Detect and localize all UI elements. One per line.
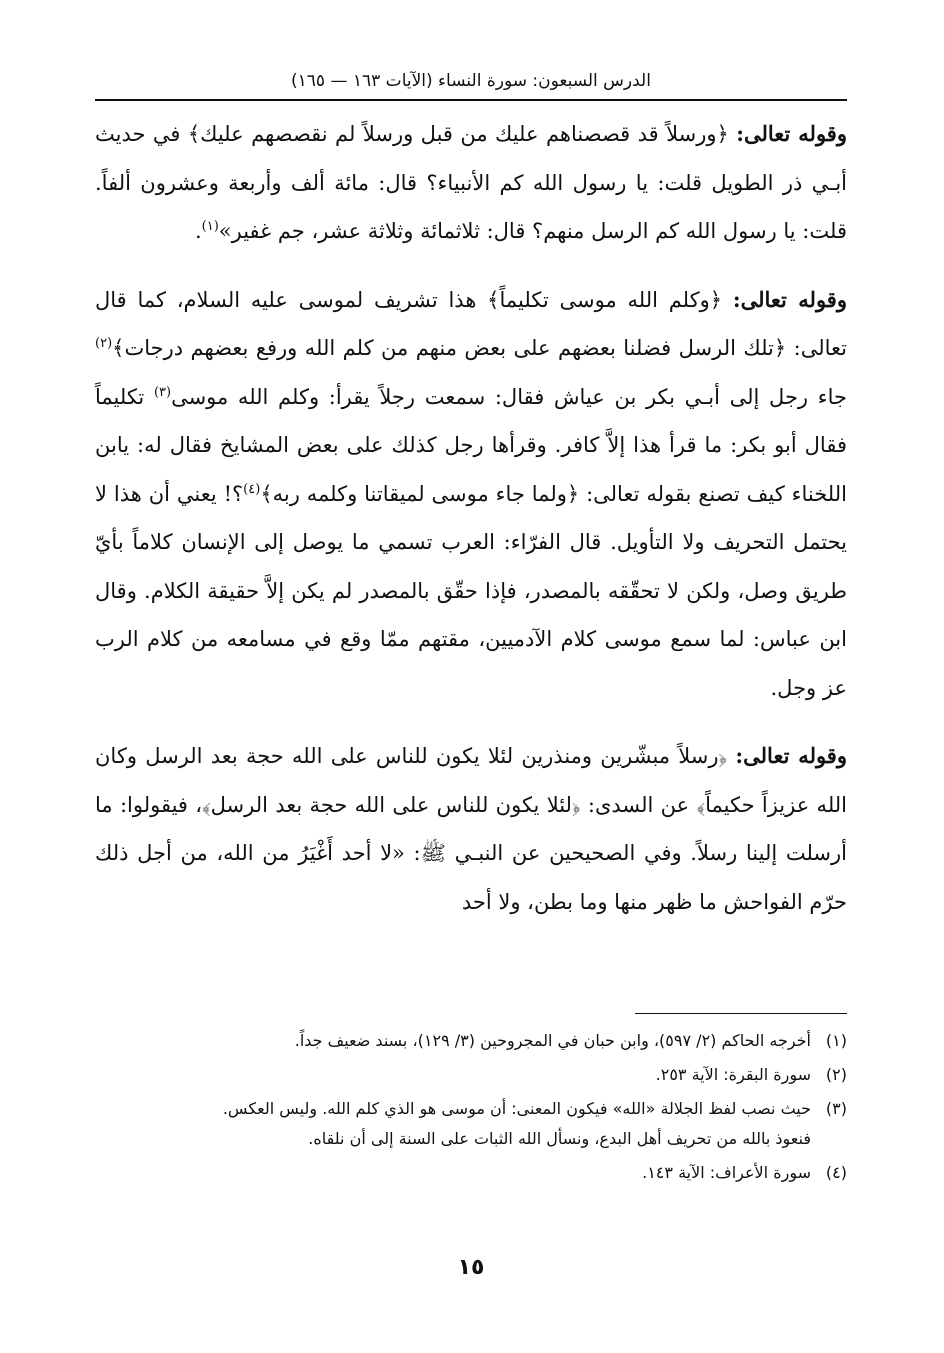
paragraph-text: ؟! يعني أن هذا لا يحتمل التحريف ولا التأويل. قال الفرّاء: العرب تسمي ما يوصل إلى الإنسان كلاماً بأيّ طريق وصل، ولكن لا تحقّقه بالمصدر، فإذا حقّق بالمصدر لم يكن إلاَّ حقيقة الكلام. وقال ابن عباس: لما سمع موسى كلام الآدميين، مقتهم ممّا وقع في مسامعه من كلام الرب عز وجل. bbox=[95, 481, 847, 700]
body-text bbox=[95, 110, 847, 946]
footnote-continuation: فنعوذ بالله من تحريف أهل البدع، ونسأل الله الثبات على السنة إلى أن نلقاه. bbox=[308, 1129, 811, 1148]
paragraph-text: . bbox=[194, 219, 202, 243]
paragraph-text: ﴿ورسلاً قد قصصناهم عليك من قبل ورسلاً لم نقصصهم عليك﴾ في حديث أبـي ذر الطويل قلت: يا رسول الله كم الأنبياء؟ قال: مائة ألف وأربعة وعشرون ألفاً. قلت: يا رسول الله كم الرسل منهم؟ قال: ثلاثمائة وثلاثة عشر، جم غفير» bbox=[95, 122, 847, 243]
footnote-text: سورة الأعراف: الآية ١٤٣. bbox=[642, 1163, 811, 1182]
paragraph-lead: وقوله تعالى: bbox=[736, 121, 847, 146]
footnote-ref[interactable]: (٢) bbox=[95, 336, 113, 351]
footnote-ref[interactable]: (٣) bbox=[153, 384, 172, 400]
paragraph-text: ﴿وكلم الله موسى تكليماً﴾ هذا تشريف لموسى عليه السلام، كما قال تعالى: ﴿تلك الرسل فضلنا بعضهم على بعض منهم من كلم الله ورفع بعضهم درجات﴾ bbox=[95, 287, 847, 360]
footnote-number: (٣) bbox=[825, 1099, 847, 1118]
paragraph-1 bbox=[95, 110, 847, 256]
footnote-number: (٤) bbox=[825, 1163, 847, 1182]
footnote-4 bbox=[95, 1158, 847, 1188]
footnote-rule bbox=[635, 1013, 847, 1014]
book-page bbox=[95, 0, 847, 1353]
paragraph-text: تكليماً فقال أبو بكر: ما قرأ هذا إلاَّ كافر. وقرأها رجل كذلك على بعض المشايخ فقال له: يابن اللخناء كيف تصنع بقوله تعالى: ﴿ولما جاء موسى لميقاتنا وكلمه ربه﴾ bbox=[95, 384, 847, 506]
footnote-ref[interactable]: (٤) bbox=[243, 481, 261, 497]
footnote-text: حيث نصب لفظ الجلالة «الله» فيكون المعنى: أن موسى هو الذي كلم الله. وليس العكس. bbox=[222, 1099, 811, 1118]
footnote-2 bbox=[95, 1060, 847, 1090]
paragraph-3 bbox=[95, 732, 847, 926]
paragraph-lead: وقوله تعالى: bbox=[735, 743, 847, 768]
footnote-1 bbox=[95, 1026, 847, 1056]
footnotes bbox=[95, 1026, 847, 1192]
page-number: ١٥ bbox=[457, 1255, 485, 1280]
paragraph-text: جاء رجل إلى أبـي بكر بن عياش فقال: سمعت رجلاً يقرأ: وكلم الله موسى bbox=[171, 384, 847, 409]
paragraph-text: ﴿رسلاً مبشّرين ومنذرين لئلا يكون للناس على الله حجة بعد الرسل وكان الله عزيزاً حكيماً﴾ عن السدى: ﴿لئلا يكون للناس على الله حجة بعد الرسل﴾، فيقولوا: ما أرسلت إلينا رسلاً. وفي الصحيحين عن النبـي ﷺ: «لا أحد أَغْيَرُ من الله، من أجل ذلك حرّم الفواحش ما ظهر منها وما بطن، ولا أحد bbox=[95, 744, 847, 914]
footnote-text: أخرجه الحاكم (٢/ ٥٩٧)، وابن حبان في المجروحين (٣/ ١٢٩)، بسند ضعيف جداً. bbox=[294, 1031, 811, 1050]
footnote-ref[interactable]: (١) bbox=[201, 219, 219, 234]
paragraph-2 bbox=[95, 276, 847, 713]
footnote-number: (١) bbox=[825, 1031, 847, 1050]
paragraph-lead: وقوله تعالى: bbox=[732, 286, 847, 312]
footnote-3 bbox=[95, 1094, 847, 1154]
footnote-number: (٢) bbox=[825, 1065, 847, 1084]
running-header: الدرس السبعون: سورة النساء (الآيات ١٦٣ — ١٦٥) bbox=[291, 71, 651, 91]
footnote-text: سورة البقرة: الآية ٢٥٣. bbox=[655, 1065, 811, 1084]
header-rule bbox=[95, 99, 847, 101]
